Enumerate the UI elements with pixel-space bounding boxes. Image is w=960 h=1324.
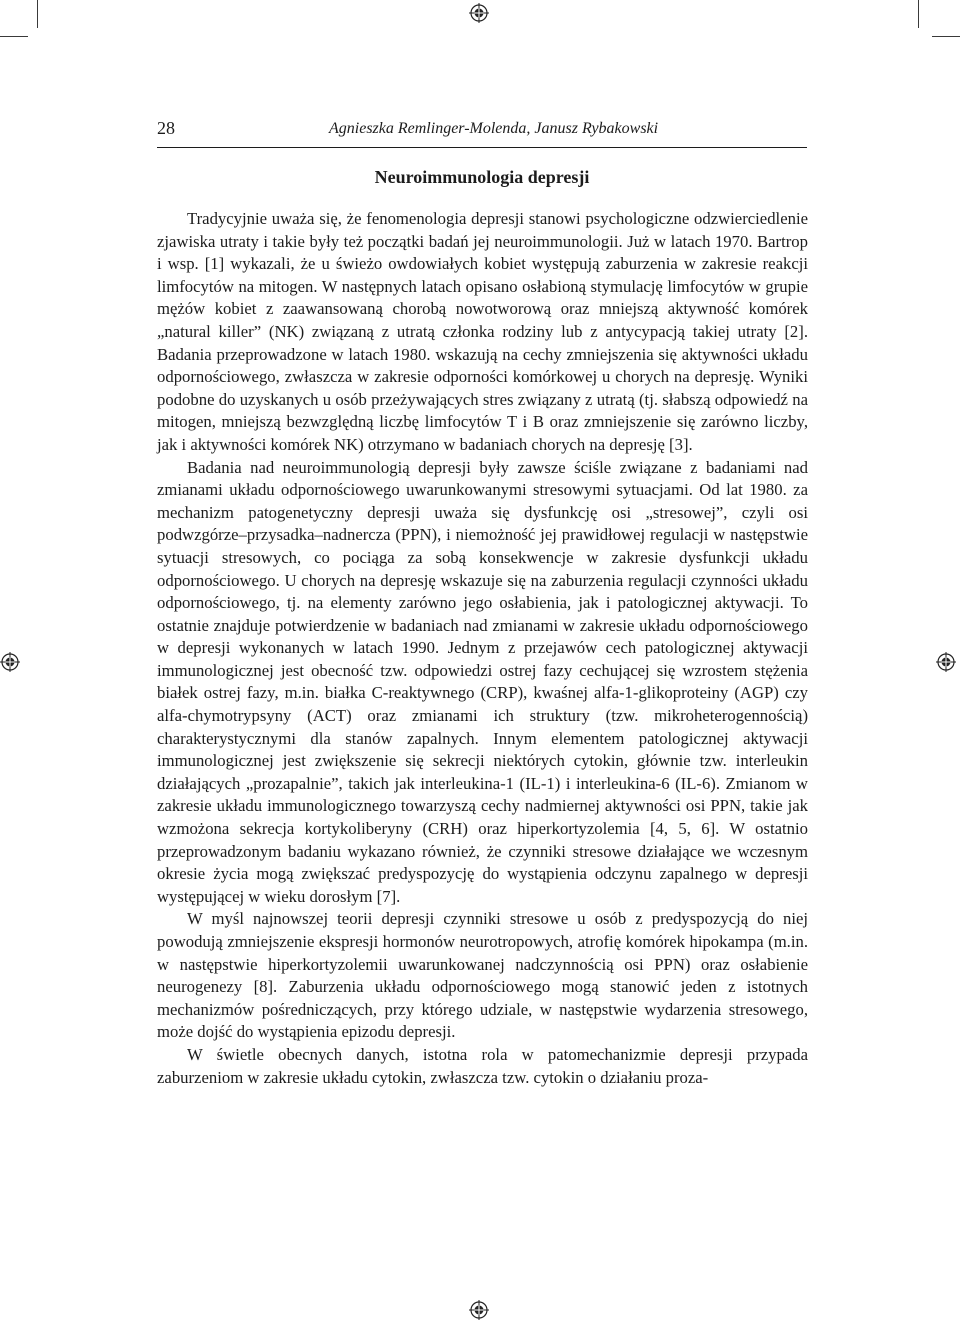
header-rule <box>157 147 807 148</box>
registration-mark-icon <box>469 1300 489 1320</box>
crop-mark <box>0 36 28 37</box>
crop-mark <box>37 0 38 28</box>
paragraph: Badania nad neuroimmunologią depresji były zawsze ściśle związane z badaniami nad zmianami układu odpornościowego uwarunkowanymi stresowymi sytuacjami. Od lat 1980. za mechanizm patogenetyczny depresji uważa się dysfunkcję osi „stresowej”, czyli osi podwzgórze–przysadka–nadnercza (PPN), i niemożność jej prawidłowej regulacji w następstwie sytuacji stresowych, co pociąga za sobą konsekwencje w zakresie dysfunkcji układu odpornościowego. U chorych na depresję wskazuje się na zaburzenia regulacji czynności układu odpornościowego, tj. na elementy zarówno jego osłabienia, jak i patologicznej aktywacji. To ostatnie znajduje potwierdzenie w badaniach nad zmianami w zakresie układu odpornościowego w depresji wykonanych w latach 1990. Jednym z przejawów cech patologicznej aktywacji immunologicznej jest obecność tzw. odpowiedzi ostrej fazy cechującej się wzrostem stężenia białek ostrej fazy, m.in. białka C-reaktywnego (CRP), kwaśnej alfa-1-glikoproteiny (AGP) czy alfa-chymotrypsyny (ACT) oraz zmianami ich struktury (tzw. mikroheterogennością) charakterystycznymi dla stanów zapalnych. Innym elementem patologicznej aktywacji immunologicznej jest zwiększenie się sekrecji niektórych cytokin, głównie tzw. interleukin działających „prozapalnie”, takich jak interleukina-1 (IL-1) i interleukina-6 (IL-6). Zmianom w zakresie układu immunologicznego towarzyszą cechy nadmiernej aktywności osi PPN, takie jak wzmożona sekrecja kortykoliberyny (CRH) oraz hiperkortyzolemia [4, 5, 6]. W ostatnio przeprowadzonym badaniu wykazano również, że czynniki stresowe działające we wczesnym okresie życia mogą zwiększać predyspozycję do wystąpienia odczynu zapalnego w depresji występującej w wieku dorosłym [7]. <box>157 457 808 906</box>
paragraph: W świetle obecnych danych, istotna rola w patomechanizmie depresji przypada zaburzeniom w zakresie układu cytokin, zwłaszcza tzw. cytokin o działaniu proza- <box>157 1044 808 1087</box>
paragraph: Tradycyjnie uważa się, że fenomenologia depresji stanowi psychologiczne odzwierciedlenie zjawiska utraty i takie były też początki badań jej neuroimmunologii. Już w latach 1970. Bartrop i wsp. [1] wykazali, że u świeżo owdowiałych kobiet występują zaburzenia w zakresie reakcji limfocytów na mitogen. W następnych latach opisano osłabioną stymulację limfocytów w grupie mężów kobiet z zaawansowaną chorobą nowotworową oraz mniejszą aktywność komórek „natural killer” (NK) związaną z utratą członka rodziny lub z antycypacją takiej utraty [2]. Badania przeprowadzone w latach 1980. wskazują na cechy zmniejszenia się aktywności układu odpornościowego, zwłaszcza w zakresie odporności komórkowej u chorych na depresję. Wyniki podobne do uzyskanych u osób przeżywających stres związany z utratą (tj. słabszą odpowiedź na mitogen, mniejszą bezwzględną liczbę limfocytów T i B oraz zmniejszenie się zarówno liczby, jak i aktywności komórek NK) otrzymano w badaniach chorych na depresję [3]. <box>157 209 808 454</box>
registration-mark-icon <box>469 3 489 23</box>
running-head: Agnieszka Remlinger-Molenda, Janusz Rybakowski <box>329 120 659 137</box>
section-title: Neuroimmunologia depresji <box>374 167 590 187</box>
crop-mark <box>918 0 919 28</box>
page-number: 28 <box>157 118 175 138</box>
page-header <box>157 114 808 146</box>
crop-mark <box>932 36 960 37</box>
paragraph: W myśl najnowszej teorii depresji czynniki stresowe u osób z predyspozycją do niej powodują zmniejszenie ekspresji hormonów neurotropowych, atrofię komórek hipokampa (m.in. w następstwie hiperkortyzolemii uwarunkowanej nadczynnością osi PPN) oraz osłabienie neurogenezy [8]. Zaburzenia układu odpornościowego mogą stanowić jeden z istotnych mechanizmów pośredniczących, przy którego udziale, w następstwie wydarzenia stresowego, może dojść do wystąpienia epizodu depresji. <box>157 909 808 1042</box>
body-text <box>157 208 808 1089</box>
registration-mark-icon <box>0 652 20 672</box>
registration-mark-icon <box>936 652 956 672</box>
